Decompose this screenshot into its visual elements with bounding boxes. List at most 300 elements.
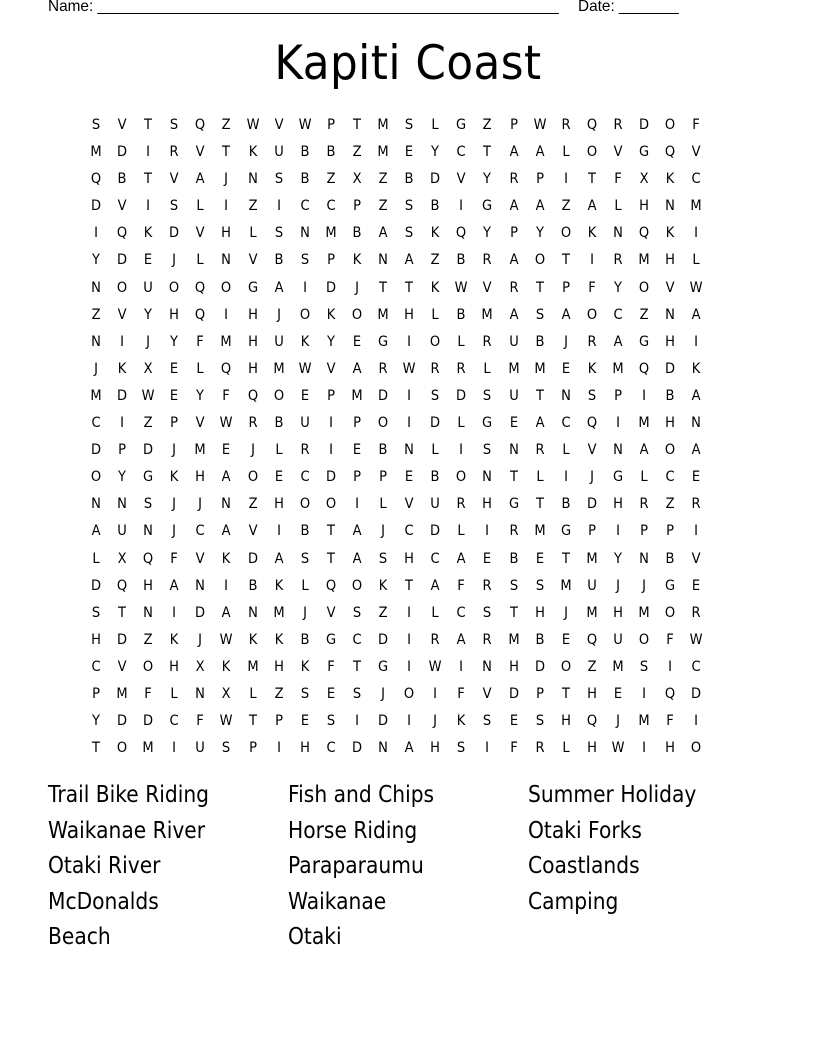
grid-cell: Z — [326, 171, 336, 188]
grid-cell: M — [612, 658, 624, 675]
grid-cell: T — [352, 658, 361, 675]
grid-cell: F — [170, 550, 179, 567]
grid-cell: V — [274, 117, 284, 133]
grid-cell: H — [404, 550, 415, 567]
grid-cell: L — [170, 685, 178, 702]
grid-cell: E — [170, 387, 179, 404]
grid-cell: B — [665, 387, 675, 404]
grid-cell: O — [456, 469, 467, 486]
grid-cell: A — [91, 523, 101, 540]
grid-cell: M — [507, 360, 520, 377]
word-list-item: Paraparaumu — [288, 853, 424, 880]
grid-cell: A — [691, 306, 701, 323]
grid-cell: D — [143, 713, 154, 730]
grid-cell: Y — [92, 252, 101, 269]
grid-cell: N — [613, 442, 623, 459]
grid-cell: I — [694, 523, 699, 540]
grid-cell: O — [586, 306, 597, 323]
grid-cell: P — [353, 198, 361, 215]
word-list — [48, 778, 768, 956]
grid-cell: O — [377, 415, 389, 432]
grid-cell: Y — [92, 713, 101, 730]
grid-cell: S — [326, 713, 336, 730]
grid-cell: P — [640, 523, 648, 540]
grid-cell: M — [194, 442, 207, 459]
grid-cell: F — [666, 713, 674, 730]
grid-cell: C — [91, 415, 101, 432]
grid-cell: R — [509, 171, 519, 188]
grid-cell: I — [120, 415, 125, 432]
grid-cell: D — [351, 740, 363, 757]
grid-cell: P — [170, 415, 179, 432]
grid-cell: M — [377, 144, 389, 161]
grid-cell: R — [378, 360, 388, 377]
grid-cell: H — [560, 713, 571, 730]
grid-cell: Q — [586, 117, 597, 133]
grid-cell: B — [300, 144, 310, 161]
grid-cell: B — [535, 631, 545, 648]
grid-cell: X — [222, 685, 231, 702]
grid-cell: O — [638, 631, 650, 648]
grid-cell: U — [430, 496, 441, 513]
grid-cell: O — [325, 496, 337, 513]
grid-cell: R — [535, 740, 545, 757]
grid-cell: K — [665, 171, 675, 188]
grid-cell: N — [117, 496, 128, 513]
grid-cell: M — [116, 685, 128, 702]
grid-cell: B — [300, 631, 310, 648]
grid-cell: M — [246, 658, 259, 675]
grid-cell: E — [222, 442, 231, 459]
grid-cell: R — [613, 117, 623, 133]
grid-cell: M — [534, 360, 546, 377]
grid-cell: A — [587, 198, 597, 215]
grid-cell: V — [456, 171, 466, 188]
grid-cell: G — [378, 333, 389, 350]
grid-cell: R — [248, 415, 258, 432]
page-title: Kapiti Coast — [274, 36, 542, 91]
grid-cell: V — [117, 117, 127, 133]
grid-cell: Y — [196, 387, 205, 404]
grid-cell: O — [404, 685, 415, 702]
grid-cell: B — [352, 225, 362, 242]
grid-cell: B — [456, 252, 466, 269]
grid-cell: W — [298, 360, 312, 377]
grid-cell: O — [664, 117, 676, 133]
grid-cell: L — [196, 252, 205, 269]
grid-cell: P — [118, 442, 127, 459]
grid-cell: A — [535, 198, 545, 215]
grid-cell: M — [560, 577, 572, 594]
grid-cell: A — [509, 144, 519, 161]
grid-cell: N — [613, 225, 623, 242]
grid-cell: I — [407, 713, 412, 730]
grid-cell: M — [638, 713, 650, 730]
grid-cell: N — [91, 333, 101, 350]
grid-cell: C — [613, 306, 623, 323]
grid-cell: S — [170, 198, 179, 215]
grid-cell: C — [430, 550, 440, 567]
grid-cell: E — [326, 685, 336, 702]
grid-cell: G — [378, 658, 389, 675]
grid-cell: U — [613, 631, 623, 648]
grid-cell: Z — [352, 144, 362, 161]
grid-cell: Z — [143, 631, 153, 648]
grid-cell: G — [560, 523, 571, 540]
grid-cell: Y — [483, 171, 492, 188]
grid-cell: E — [352, 333, 362, 350]
grid-cell: D — [378, 713, 389, 730]
grid-cell: D — [638, 117, 650, 133]
grid-cell: H — [273, 496, 284, 513]
grid-cell: W — [611, 740, 625, 757]
grid-cell: J — [172, 442, 177, 459]
grid-cell: K — [430, 279, 440, 296]
grid-cell: Z — [430, 252, 440, 269]
grid-cell: D — [430, 171, 441, 188]
grid-cell: G — [665, 577, 676, 594]
grid-cell: V — [195, 550, 205, 567]
grid-cell: I — [589, 252, 594, 269]
grid-cell: G — [143, 469, 154, 486]
grid-cell: A — [561, 306, 571, 323]
grid-cell: X — [143, 360, 153, 377]
grid-cell: C — [404, 523, 414, 540]
grid-cell: V — [587, 442, 597, 459]
grid-cell: I — [120, 333, 125, 350]
grid-cell: J — [94, 360, 98, 377]
grid-cell: S — [300, 685, 309, 702]
grid-cell: B — [248, 577, 258, 594]
grid-cell: D — [378, 387, 389, 404]
grid-cell: T — [144, 117, 153, 133]
grid-cell: T — [561, 252, 570, 269]
grid-cell: R — [509, 523, 519, 540]
grid-cell: E — [692, 577, 701, 594]
grid-cell: K — [274, 631, 283, 648]
grid-cell: I — [668, 658, 673, 675]
grid-cell: H — [613, 496, 623, 513]
grid-cell: I — [563, 469, 568, 486]
grid-cell: W — [689, 631, 703, 648]
grid-cell: M — [377, 306, 389, 323]
grid-cell: M — [690, 198, 702, 215]
grid-cell: T — [535, 496, 544, 513]
grid-cell: Q — [195, 306, 206, 323]
grid-cell: D — [195, 604, 206, 621]
grid-cell: K — [378, 577, 388, 594]
grid-cell: Z — [274, 685, 284, 702]
grid-cell: P — [379, 469, 388, 486]
grid-cell: I — [563, 171, 568, 188]
grid-cell: A — [352, 550, 362, 567]
grid-cell: B — [274, 415, 284, 432]
grid-cell: V — [482, 685, 492, 702]
grid-cell: K — [248, 631, 257, 648]
grid-cell: O — [430, 333, 441, 350]
grid-cell: V — [482, 279, 492, 296]
grid-cell: T — [405, 279, 414, 296]
grid-cell: D — [430, 415, 441, 432]
grid-cell: B — [117, 171, 127, 188]
grid-cell: O — [247, 469, 258, 486]
grid-cell: O — [90, 469, 102, 486]
grid-cell: O — [299, 496, 310, 513]
grid-cell: I — [642, 740, 646, 757]
grid-cell: S — [587, 387, 596, 404]
grid-cell: T — [509, 604, 518, 621]
word-list-item: Beach — [48, 924, 111, 951]
grid-cell: I — [694, 225, 699, 242]
grid-cell: A — [509, 198, 519, 215]
grid-cell: I — [642, 685, 646, 702]
grid-cell: T — [326, 523, 335, 540]
grid-cell: D — [247, 550, 258, 567]
grid-cell: H — [404, 306, 415, 323]
grid-cell: O — [691, 740, 702, 757]
grid-cell: J — [250, 442, 255, 459]
grid-cell: L — [431, 306, 439, 323]
grid-cell: C — [691, 658, 701, 675]
grid-cell: Q — [638, 360, 650, 377]
grid-cell: F — [666, 631, 674, 648]
grid-cell: L — [92, 550, 100, 567]
grid-cell: P — [92, 685, 100, 702]
grid-cell: M — [638, 604, 650, 621]
grid-cell: Y — [326, 333, 335, 350]
grid-cell: Q — [116, 577, 128, 594]
grid-cell: L — [431, 604, 439, 621]
grid-cell: C — [456, 604, 466, 621]
grid-cell: C — [195, 523, 205, 540]
grid-cell: X — [117, 550, 127, 567]
grid-cell: I — [407, 604, 412, 621]
grid-cell: N — [195, 685, 206, 702]
word-list-item: Camping — [528, 888, 619, 915]
grid-cell: R — [430, 360, 440, 377]
grid-cell: L — [431, 117, 439, 133]
grid-cell: K — [170, 631, 179, 648]
grid-cell: S — [300, 550, 309, 567]
grid-cell: S — [483, 387, 492, 404]
grid-cell: D — [508, 685, 519, 702]
grid-cell: P — [353, 469, 361, 486]
grid-cell: F — [222, 387, 231, 404]
grid-cell: R — [300, 442, 310, 459]
grid-cell: Q — [456, 225, 467, 242]
grid-cell: V — [195, 415, 205, 432]
grid-cell: S — [352, 685, 362, 702]
grid-cell: S — [300, 252, 309, 269]
grid-cell: O — [169, 279, 180, 296]
grid-cell: H — [299, 740, 310, 757]
word-list-item: Waikanae — [288, 888, 387, 915]
grid-cell: K — [222, 658, 231, 675]
grid-cell: A — [222, 604, 231, 621]
grid-cell: D — [325, 279, 336, 296]
grid-cell: Z — [91, 306, 101, 323]
grid-cell: P — [535, 685, 544, 702]
grid-cell: M — [481, 306, 494, 323]
grid-cell: C — [561, 415, 571, 432]
grid-cell: L — [301, 577, 309, 594]
grid-cell: O — [560, 225, 571, 242]
grid-cell: Q — [586, 415, 597, 432]
grid-cell: R — [430, 631, 440, 648]
grid-cell: Z — [222, 117, 231, 133]
grid-cell: J — [589, 469, 594, 486]
grid-cell: H — [195, 469, 206, 486]
grid-cell: L — [457, 523, 466, 540]
grid-cell: S — [639, 658, 649, 675]
grid-cell: D — [586, 496, 597, 513]
name-field-label: Name: ______________________________________________________ — [48, 0, 559, 15]
grid-cell: O — [664, 604, 676, 621]
grid-cell: T — [483, 144, 492, 161]
grid-cell: S — [274, 225, 283, 242]
grid-cell: I — [459, 442, 464, 459]
grid-cell: H — [586, 740, 597, 757]
grid-cell: X — [195, 658, 205, 675]
grid-cell: S — [91, 117, 101, 133]
grid-cell: J — [615, 713, 620, 730]
word-list-item: Horse Riding — [288, 817, 418, 844]
grid-cell: N — [482, 469, 493, 486]
grid-cell: S — [405, 117, 414, 133]
grid-cell: L — [431, 442, 439, 459]
grid-cell: C — [456, 144, 466, 161]
grid-cell: P — [509, 225, 518, 242]
grid-cell: L — [562, 740, 570, 757]
grid-cell: C — [300, 198, 310, 215]
grid-cell: B — [404, 171, 414, 188]
grid-cell: W — [220, 415, 233, 432]
grid-cell: N — [378, 740, 388, 757]
grid-cell: N — [195, 577, 206, 594]
grid-cell: M — [325, 225, 337, 242]
grid-cell: Q — [638, 225, 650, 242]
grid-cell: S — [144, 496, 153, 513]
grid-cell: A — [691, 442, 701, 459]
grid-cell: L — [196, 360, 205, 377]
grid-cell: S — [170, 117, 179, 133]
grid-cell: X — [639, 171, 649, 188]
grid-cell: K — [222, 550, 231, 567]
grid-cell: N — [221, 496, 232, 513]
grid-cell: V — [248, 252, 258, 269]
grid-cell: T — [535, 387, 544, 404]
grid-cell: A — [404, 740, 414, 757]
grid-cell: I — [615, 415, 620, 432]
grid-cell: P — [326, 252, 335, 269]
grid-cell: Q — [221, 360, 232, 377]
grid-cell: S — [483, 604, 492, 621]
grid-cell: Y — [118, 469, 127, 486]
grid-cell: S — [91, 604, 101, 621]
grid-cell: T — [144, 171, 153, 188]
word-list-item: McDonalds — [48, 888, 159, 915]
grid-cell: L — [692, 252, 700, 269]
grid-cell: D — [143, 442, 154, 459]
grid-cell: U — [508, 387, 519, 404]
grid-cell: B — [300, 523, 310, 540]
grid-cell: N — [143, 604, 154, 621]
grid-cell: A — [691, 387, 701, 404]
grid-cell: R — [639, 496, 649, 513]
grid-cell: P — [326, 387, 335, 404]
grid-cell: B — [274, 252, 284, 269]
grid-cell: D — [117, 144, 128, 161]
grid-cell: L — [614, 198, 622, 215]
date-field-label: Date: _______ — [578, 0, 679, 15]
grid-cell: J — [198, 631, 203, 648]
grid-cell: Z — [482, 117, 492, 133]
grid-cell: L — [248, 225, 257, 242]
grid-cell: I — [694, 713, 699, 730]
grid-cell: K — [248, 144, 257, 161]
grid-cell: I — [94, 225, 98, 242]
grid-cell: Y — [170, 333, 179, 350]
grid-cell: I — [485, 740, 490, 757]
grid-cell: O — [351, 577, 363, 594]
grid-cell: I — [146, 144, 151, 161]
grid-cell: W — [533, 117, 547, 133]
grid-cell: Y — [144, 306, 153, 323]
grid-cell: E — [561, 360, 570, 377]
grid-cell: J — [276, 306, 281, 323]
grid-cell: G — [247, 279, 258, 296]
grid-cell: D — [665, 360, 676, 377]
grid-cell: Z — [248, 496, 258, 513]
grid-cell: N — [482, 658, 493, 675]
grid-cell: Z — [378, 198, 388, 215]
grid-cell: W — [689, 279, 703, 296]
grid-cell: L — [457, 415, 466, 432]
grid-cell: V — [326, 604, 336, 621]
grid-cell: Q — [325, 577, 337, 594]
grid-cell: W — [246, 117, 260, 133]
grid-cell: O — [221, 279, 232, 296]
grid-cell: W — [141, 387, 155, 404]
grid-cell: D — [91, 198, 102, 215]
grid-cell: I — [459, 198, 464, 215]
grid-cell: F — [196, 713, 205, 730]
grid-cell: K — [587, 225, 597, 242]
grid-cell: H — [91, 631, 101, 648]
grid-cell: G — [638, 333, 650, 350]
grid-cell: H — [534, 604, 545, 621]
grid-cell: L — [562, 442, 570, 459]
grid-cell: N — [560, 387, 571, 404]
grid-cell: Q — [195, 117, 206, 133]
grid-cell: P — [509, 117, 518, 133]
grid-cell: J — [146, 333, 151, 350]
grid-cell: A — [509, 252, 519, 269]
grid-cell: B — [430, 469, 440, 486]
grid-cell: A — [613, 333, 623, 350]
grid-cell: W — [220, 713, 233, 730]
grid-cell: V — [404, 496, 414, 513]
grid-cell: F — [457, 685, 466, 702]
grid-cell: E — [170, 360, 179, 377]
grid-cell: G — [456, 117, 467, 133]
grid-cell: O — [638, 279, 650, 296]
grid-cell: J — [615, 577, 620, 594]
grid-cell: H — [247, 360, 258, 377]
grid-cell: U — [195, 740, 206, 757]
grid-cell: B — [509, 550, 519, 567]
grid-cell: S — [431, 387, 440, 404]
